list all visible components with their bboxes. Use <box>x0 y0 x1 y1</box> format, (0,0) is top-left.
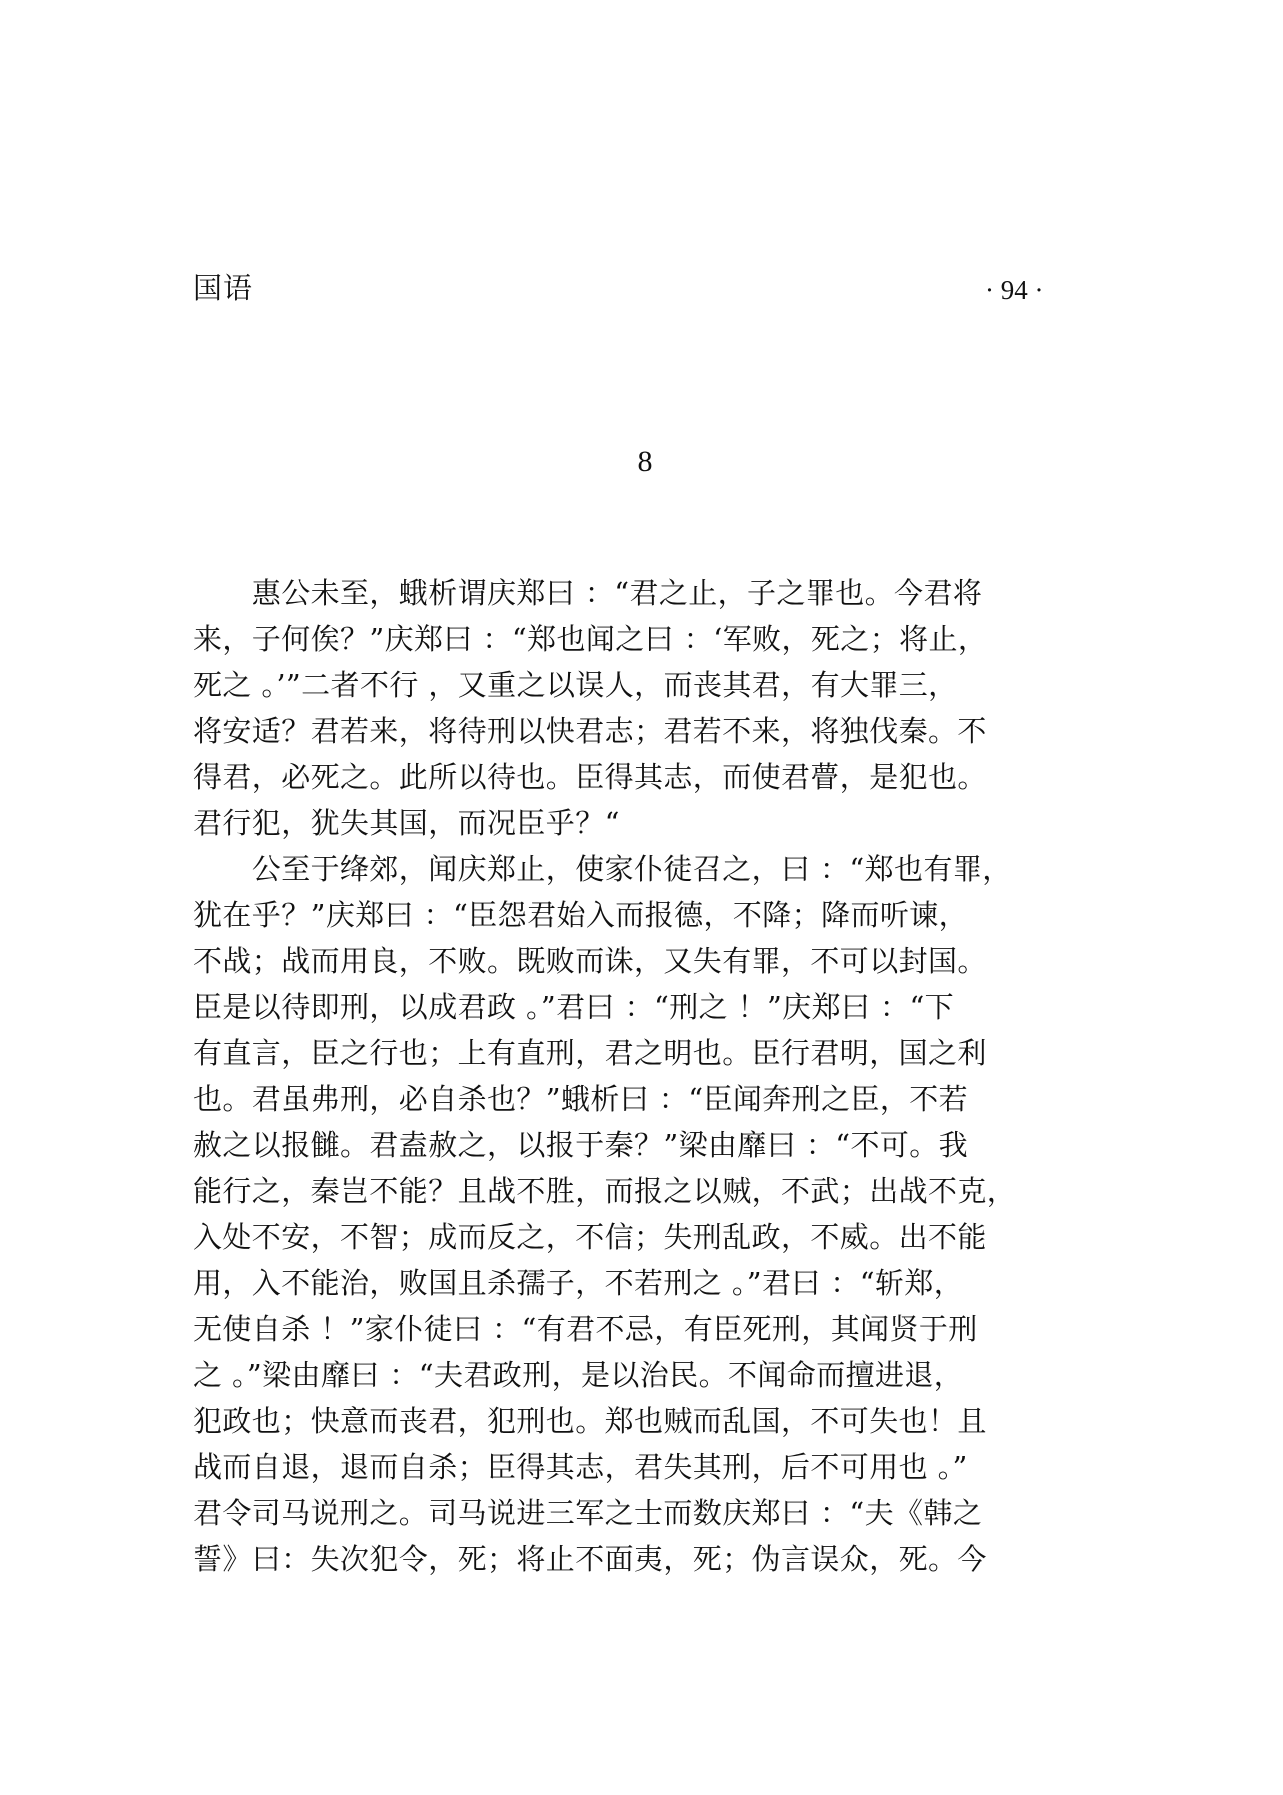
section-number: 8 <box>637 445 653 478</box>
text-line: 也。君虽弗刑，必自杀也？”蛾析曰 ：“臣闻奔刑之臣，不若 <box>193 1082 969 1116</box>
text-line: 君行犯，犹失其国，而况臣乎？“ <box>193 806 620 840</box>
page-number: · 94 · <box>985 275 1044 305</box>
text-line: 犹在乎？”庆郑曰 ：“臣怨君始入而报德，不降；降而听谏， <box>193 898 969 932</box>
text-line: 臣是以待即刑，以成君政 。”君曰 ：“刑之 ！”庆郑曰 ：“下 <box>193 990 955 1024</box>
text-line: 将安适？君若来，将待刑以快君志；君若不来，将独伐秦。不 <box>193 714 987 748</box>
text-line: 用，入不能治，败国且杀孺子，不若刑之 。”君曰 ：“斩郑， <box>193 1266 964 1300</box>
text-line: 入处不安，不智；成而反之，不信；失刑乱政，不威。出不能 <box>193 1220 987 1254</box>
text-line: 不战；战而用良，不败。既败而诛，又失有罪，不可以封国。 <box>193 944 987 978</box>
text-line: 君令司马说刑之。司马说进三军之士而数庆郑曰 ：“夫《韩之 <box>193 1496 983 1530</box>
text-line: 誓》曰：失次犯令，死；将止不面夷，死；伪言误众，死。今 <box>193 1542 987 1576</box>
text-line: 犯政也；快意而丧君，犯刑也。郑也贼而乱国，不可失也！且 <box>193 1404 987 1438</box>
text-line: 惠公未至，蛾析谓庆郑曰 ：“君之止，子之罪也。今君将 <box>193 576 983 610</box>
text-line: 赦之以报雠。君盍赦之，以报于秦？”梁由靡曰 ：“不可。我 <box>193 1128 969 1162</box>
text-line: 无使自杀 ！”家仆徒曰 ：“有君不忌，有臣死刑，其闻贤于刑 <box>193 1312 978 1346</box>
text-line: 死之 。’”二者不行 ，又重之以误人，而丧其君，有大罪三， <box>193 668 958 702</box>
text-line: 战而自退，退而自杀；臣得其志，君失其刑，后不可用也 。” <box>193 1450 968 1484</box>
text-line: 有直言，臣之行也；上有直刑，君之明也。臣行君明，国之利 <box>193 1036 987 1070</box>
body-text <box>193 570 1089 1582</box>
text-line: 公至于绛郊，闻庆郑止，使家仆徒召之，曰 ：“郑也有罪， <box>193 852 1012 886</box>
text-line: 得君，必死之。此所以待也。臣得其志，而使君瞢，是犯也。 <box>193 760 987 794</box>
text-line: 之 。”梁由靡曰 ：“夫君政刑，是以治民。不闻命而擅进退， <box>193 1358 964 1392</box>
text-line: 能行之，秦岂不能？且战不胜，而报之以贼，不武；出战不克， <box>193 1174 1017 1208</box>
book-title: 国语 <box>193 271 254 305</box>
text-line: 来，子何俟？”庆郑曰 ：“郑也闻之曰 ：‘军败，死之；将止， <box>193 622 988 656</box>
